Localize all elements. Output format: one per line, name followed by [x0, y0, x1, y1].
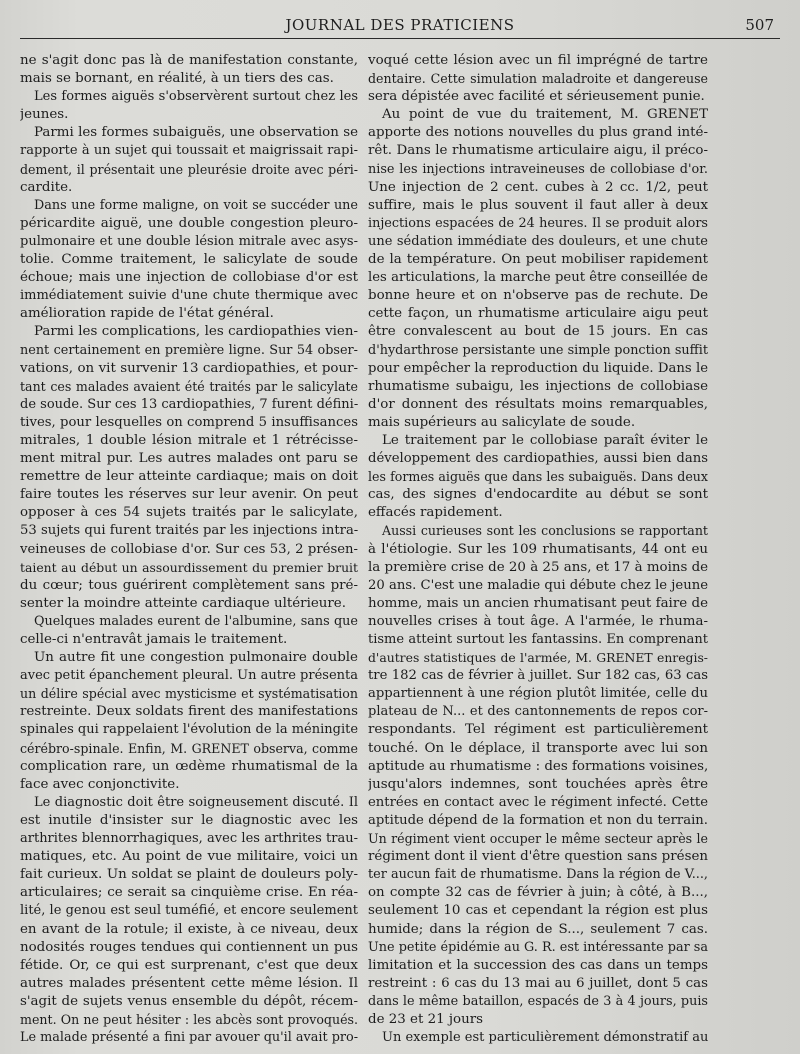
text-line: Le malade présenté a fini par avouer qu'il avait pro- — [20, 1030, 358, 1046]
text-line: de la température. On peut mobiliser rapidement — [368, 252, 708, 268]
text-line: de 23 et 21 jours — [368, 1011, 484, 1027]
text-line: apporte des notions nouvelles du plus grand inté- — [368, 125, 708, 141]
text-line: 53 sujets qui furent traités par les injections intra- — [20, 523, 358, 539]
text-line: taient au début un assourdissement du premier bruit — [20, 559, 358, 575]
text-line: pulmonaire et une double lésion mitrale avec asys- — [20, 233, 358, 249]
text-line: touché. On le déplace, il transporte avec lui son — [368, 740, 708, 756]
text-line: matiques, etc. Au point de vue militaire, voici un — [20, 849, 358, 865]
text-line: appartiennent à une région plutôt limitée, celle du — [368, 686, 708, 702]
text-line: jusqu'alors indemnes, sont touchées après être — [368, 776, 708, 792]
text-line: dans le même bataillon, espacés de 3 à 4 jours, puis — [368, 993, 708, 1009]
text-line: restreint : 6 cas du 13 mai au 6 juillet, dont 5 cas — [368, 975, 708, 991]
text-line: en avant de la rotule; il existe, à ce niveau, deux — [20, 921, 358, 937]
text-line: 20 ans. C'est une maladie qui débute chez le jeune — [368, 577, 708, 593]
text-line: immédiatement suivie d'une chute thermique avec — [20, 288, 358, 304]
text-line: injections espacées de 24 heures. Il se produit alors — [368, 215, 708, 231]
text-line: opposer à ces 54 sujets traités par le salicylate, — [20, 505, 358, 521]
text-line: rapporte à un sujet qui toussait et maigrissait rapi- — [20, 143, 358, 159]
text-line: est inutile d'insister sur le diagnostic avec les — [20, 812, 358, 828]
text-line: cérébro-spinale. Enfin, M. GRENET observa, comme — [20, 740, 358, 756]
text-line: cardite. — [20, 179, 73, 195]
text-line: régiment dont il vient d'être question sans présen — [368, 849, 708, 865]
text-line: face avec conjonctivite. — [20, 776, 180, 792]
text-line: tisme atteint surtout les fantassins. En comprenant — [368, 632, 708, 647]
text-line: de soude. Sur ces 13 cardiopathies, 7 furent défini- — [20, 396, 358, 412]
text-line: articulaires; ce serait sa cinquième crise. En réa- — [20, 885, 358, 901]
text-line: pour empêcher la reproduction du liquide. Dans le — [368, 360, 708, 376]
text-line: jeunes. — [20, 107, 69, 123]
text-line: spinales qui rappelaient l'évolution de la méningite — [20, 722, 358, 738]
text-line: mais se bornant, en réalité, à un tiers des cas. — [20, 71, 334, 87]
text-line: cas, des signes d'endocardite au début se sont — [368, 487, 708, 503]
text-line: d'or donnent des résultats moins remarquables, — [368, 396, 708, 412]
text-line: vations, on vit survenir 13 cardiopathies, et pour- — [20, 360, 358, 376]
text-line: sera dépistée avec facilité et sérieusement punie. — [368, 89, 705, 105]
text-line: la première crise de 20 à 25 ans, et 17 à moins de — [368, 559, 708, 575]
text-line: les articulations, la marche peut être conseillée de — [368, 270, 708, 286]
text-line: Un exemple est particulièrement démonstratif au — [382, 1030, 708, 1046]
text-line: nouvelles crises à tout âge. A l'armée, le rhuma- — [368, 613, 708, 629]
text-line: échoue; mais une injection de collobiase d'or est — [20, 270, 358, 286]
text-line: péricardite aiguë, une double congestion pleuro- — [20, 215, 358, 231]
text-line: celle-ci n'entravât jamais le traitement. — [20, 632, 288, 647]
text-line: entrées en contact avec le régiment infecté. Cette — [368, 794, 708, 810]
text-line: un délire spécial avec mysticisme et systématisation — [20, 686, 358, 702]
page-number: 507 — [745, 16, 774, 34]
text-line: tolie. Comme traitement, le salicylate de soude — [20, 252, 358, 268]
text-line: limitation et la succession des cas dans un temps — [368, 957, 708, 973]
text-line: dentaire. Cette simulation maladroite et dangereuse — [368, 71, 708, 87]
text-line: Parmi les formes subaiguës, une observation se — [34, 125, 358, 141]
text-line: Une injection de 2 cent. cubes à 2 cc. 1/2, peut — [368, 179, 708, 195]
left-text-column — [20, 52, 358, 1047]
text-line: avec petit épanchement pleural. Un autre présenta — [20, 668, 358, 684]
text-line: respondants. Tel régiment est particulièrement — [368, 722, 708, 738]
text-line: faire toutes les réserves sur leur avenir. On peut — [20, 487, 358, 503]
text-line: lité, le genou est seul tuméfié, et encore seulement — [20, 903, 358, 919]
text-line: bonne heure et on n'observe pas de rechute. De — [368, 288, 708, 304]
text-line: tives, pour lesquelles on comprend 5 insuffisances — [20, 414, 358, 430]
text-line: Aussi curieuses sont les conclusions se rapportant — [382, 523, 708, 539]
text-line: développement des cardiopathies, aussi bien dans — [368, 451, 708, 467]
text-line: rhumatisme subaigu, les injections de collobiase — [368, 378, 708, 394]
text-line: nent certainement en première ligne. Sur 54 obser- — [20, 342, 358, 358]
text-line: senter la moindre atteinte cardiaque ultérieure. — [20, 595, 346, 611]
text-line: tre 182 cas de février à juillet. Sur 182 cas, 63 cas — [368, 668, 708, 684]
text-line: ment mitral pur. Les autres malades ont paru se — [20, 451, 358, 467]
text-line: remettre de leur atteinte cardiaque; mais on doit — [20, 469, 358, 485]
text-line: à l'étiologie. Sur les 109 rhumatisants, 44 ont eu — [368, 541, 708, 557]
text-line: Au point de vue du traitement, M. GRENET — [382, 107, 708, 123]
text-line: Parmi les complications, les cardiopathies vien- — [34, 324, 358, 340]
right-text-column — [368, 52, 708, 1047]
text-line: mais supérieurs au salicylate de soude. — [368, 414, 636, 430]
text-line: veineuses de collobiase d'or. Sur ces 53, 2 présen- — [20, 541, 358, 557]
text-line: Dans une forme maligne, on voit se succéder une — [34, 197, 358, 213]
text-line: Les formes aiguës s'observèrent surtout chez les — [34, 89, 358, 105]
text-line: seulement 10 cas et cependant la région est plus — [368, 903, 708, 919]
text-line: voqué cette lésion avec un fil imprégné de tartre — [368, 53, 708, 68]
text-line: Un régiment vient occuper le même secteur après le — [368, 831, 708, 847]
text-line: dement, il présentait une pleurésie droite avec péri- — [20, 161, 358, 177]
text-line: du cœur; tous guérirent complètement sans pré- — [20, 577, 358, 593]
text-line: être convalescent au bout de 15 jours. En cas — [368, 324, 708, 340]
text-line: restreinte. Deux soldats firent des manifestations — [20, 704, 358, 720]
text-line: ne s'agit donc pas là de manifestation constante, — [20, 53, 358, 68]
text-line: Un autre fit une congestion pulmonaire double — [34, 650, 358, 666]
text-line: on compte 32 cas de février à juin; à côté, à B..., — [368, 885, 708, 901]
text-line: Le traitement par le collobiase paraît éviter le — [382, 432, 708, 448]
text-line: s'agit de sujets venus ensemble du dépôt, récem- — [20, 993, 358, 1009]
text-line: aptitude dépend de la formation et non du terrain. — [368, 812, 708, 828]
text-line: complication rare, un œdème rhumatismal de la — [20, 758, 358, 774]
text-line: aptitude au rhumatisme : des formations voisines, — [368, 758, 708, 774]
text-line: effacés rapidement. — [368, 505, 503, 521]
text-line: nodosités rouges tendues qui contiennent un pus — [20, 939, 358, 955]
running-header — [20, 14, 780, 39]
text-line: fait curieux. Un soldat se plaint de douleurs poly- — [20, 867, 358, 883]
text-line: homme, mais un ancien rhumatisant peut faire de — [368, 595, 708, 611]
text-line: Quelques malades eurent de l'albumine, sans que — [34, 613, 358, 629]
text-line: les formes aiguës que dans les subaiguës. Dans deux — [368, 469, 708, 485]
text-line: arthrites blennorrhagiques, avec les arthrites trau- — [20, 831, 358, 847]
text-line: nise les injections intraveineuses de collobiase d'or. — [368, 161, 708, 177]
text-line: humide; dans la région de S..., seulement 7 cas. — [368, 921, 708, 937]
running-title: JOURNAL DES PRATICIENS — [285, 16, 515, 34]
text-line: amélioration rapide de l'état général. — [20, 306, 274, 322]
text-line: d'autres statistiques de l'armée, M. GRENET enregis- — [368, 650, 708, 666]
text-line: suffire, mais le plus souvent il faut aller à deux — [368, 197, 708, 213]
text-line: ter aucun fait de rhumatisme. Dans la région de V..., — [368, 867, 708, 883]
text-line: Une petite épidémie au G. R. est intéressante par sa — [368, 939, 708, 955]
text-line: plateau de N... et des cantonnements de repos cor- — [368, 704, 708, 720]
text-line: tant ces malades avaient été traités par le salicylate — [20, 378, 358, 394]
text-line: ment. On ne peut hésiter : les abcès sont provoqués. — [20, 1011, 358, 1027]
text-line: d'hydarthrose persistante une simple ponction suffit — [368, 342, 708, 358]
text-line: Le diagnostic doit être soigneusement discuté. Il — [34, 794, 358, 810]
text-line: fétide. Or, ce qui est surprenant, c'est que deux — [20, 957, 358, 973]
text-line: rêt. Dans le rhumatisme articulaire aigu, il préco- — [368, 143, 708, 159]
text-line: cette façon, un rhumatisme articulaire aigu peut — [368, 306, 708, 322]
text-line: autres malades présentent cette même lésion. Il — [20, 975, 358, 991]
text-line: mitrales, 1 double lésion mitrale et 1 rétrécisse- — [20, 432, 358, 448]
text-line: une sédation immédiate des douleurs, et une chute — [368, 233, 708, 249]
